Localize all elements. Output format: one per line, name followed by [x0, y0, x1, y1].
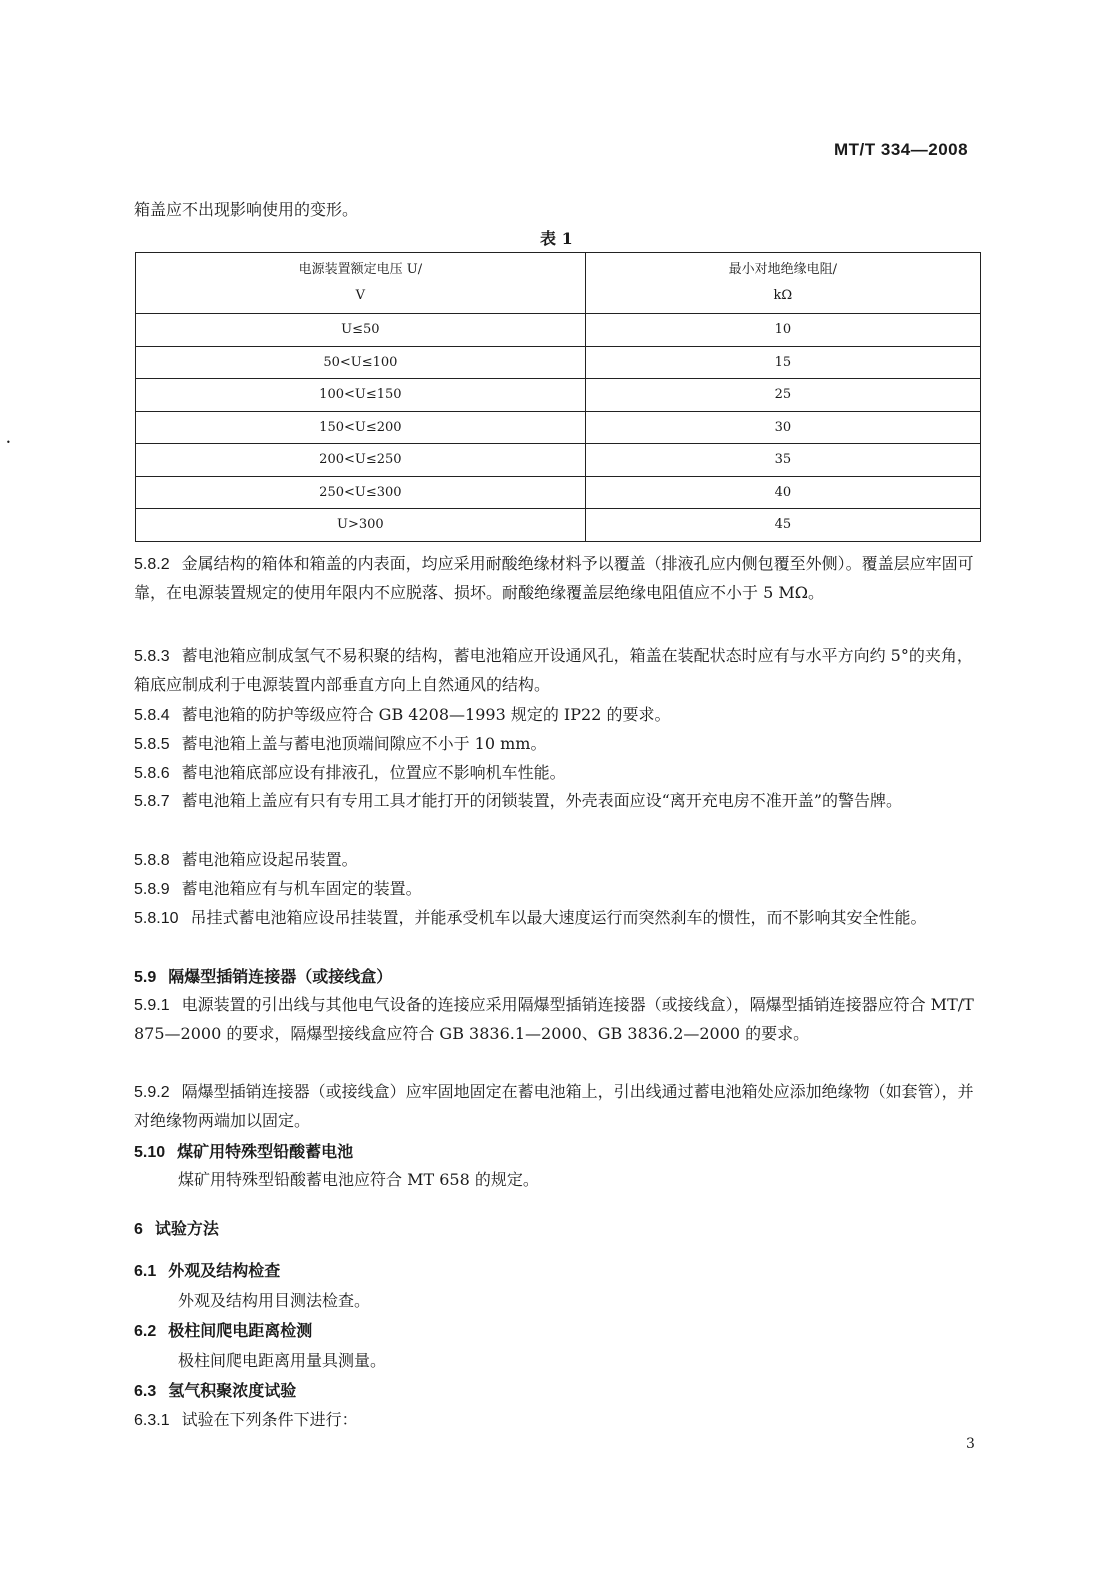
table-row	[136, 314, 981, 347]
table-row	[136, 411, 981, 444]
continuation-text: 箱盖应不出现影响使用的变形。	[134, 200, 359, 219]
clause-number: 5.8.7	[134, 793, 170, 810]
clause-number: 5.8.9	[134, 881, 170, 898]
clause-text: 蓄电池箱上盖应有只有专用工具才能打开的闭锁装置，外壳表面应设“离开充电房不准开盖”的警告牌。	[181, 791, 902, 810]
clause-number: 5.8.3	[134, 648, 170, 665]
heading-text: 隔爆型插销连接器（或接线盒）	[168, 967, 393, 986]
heading-5-9	[134, 963, 984, 992]
clause-text: 试验在下列条件下进行：	[181, 1410, 358, 1429]
clause-text: 蓄电池箱底部应设有排液孔，位置应不影响机车性能。	[181, 763, 566, 782]
clause-5-8-3	[134, 642, 984, 699]
cell-resistance: 25	[585, 379, 980, 412]
cell-voltage: 200<U≤250	[136, 444, 586, 477]
table-header-row	[136, 253, 981, 314]
cell-voltage: 150<U≤200	[136, 411, 586, 444]
clause-text: 蓄电池箱应制成氢气不易积聚的结构，蓄电池箱应开设通风孔，箱盖在装配状态时应有与水平方向约 5°的夹角，箱底应制成利于电源装置内部垂直方向上自然通风的结构。	[134, 646, 973, 694]
cell-resistance: 35	[585, 444, 980, 477]
table-row	[136, 476, 981, 509]
clause-text: 金属结构的箱体和箱盖的内表面，均应采用耐酸绝缘材料予以覆盖（排液孔应内侧包覆至外侧）。覆盖层应牢固可靠，在电源装置规定的使用年限内不应脱落、损坏。耐酸绝缘覆盖层绝缘电阻值应不小于 5 MΩ。	[134, 554, 974, 602]
table-caption: 表 1	[540, 229, 573, 248]
clause-number: 5.8.5	[134, 736, 170, 753]
clause-text: 蓄电池箱上盖与蓄电池顶端间隙应不小于 10 mm。	[181, 734, 547, 753]
clause-5-8-9	[134, 875, 984, 904]
heading-6-2	[134, 1317, 984, 1346]
clause-number: 5.10	[134, 1144, 166, 1161]
clause-5-10-text: 煤矿用特殊型铅酸蓄电池应符合 MT 658 的规定。	[178, 1170, 539, 1189]
clause-number: 5.9.1	[134, 997, 170, 1014]
clause-text: 蓄电池箱应设起吊装置。	[181, 850, 358, 869]
cell-voltage: 50<U≤100	[136, 346, 586, 379]
clause-6-1-text: 外观及结构用目测法检查。	[178, 1291, 371, 1310]
clause-text: 蓄电池箱的防护等级应符合 GB 4208—1993 规定的 IP22 的要求。	[181, 705, 671, 724]
table-row	[136, 509, 981, 542]
heading-6-3	[134, 1377, 984, 1406]
clause-text: 蓄电池箱应有与机车固定的装置。	[181, 879, 422, 898]
clause-number: 6.1	[134, 1263, 157, 1280]
table-row	[136, 444, 981, 477]
clause-number: 5.8.10	[134, 910, 179, 927]
scan-speck: •	[6, 438, 11, 447]
cell-resistance: 30	[585, 411, 980, 444]
clause-number: 6	[134, 1221, 143, 1238]
heading-text: 极柱间爬电距离检测	[168, 1321, 313, 1340]
clause-number: 5.8.6	[134, 765, 170, 782]
heading-6-1	[134, 1257, 984, 1286]
clause-5-8-5	[134, 730, 984, 759]
header-resistance-line1: 最小对地绝缘电阻/	[728, 262, 838, 277]
heading-text: 氢气积聚浓度试验	[168, 1381, 297, 1400]
table-row	[136, 346, 981, 379]
clause-5-8-8	[134, 846, 984, 875]
clause-6-2-text: 极柱间爬电距离用量具测量。	[178, 1351, 387, 1370]
clause-5-8-2	[134, 550, 984, 607]
clause-5-8-10	[134, 904, 984, 933]
standard-number: MT/T 334—2008	[834, 140, 969, 159]
clause-text: 吊挂式蓄电池箱应设吊挂装置，并能承受机车以最大速度运行而突然刹车的惯性，而不影响其安全性能。	[190, 908, 927, 927]
heading-text: 试验方法	[154, 1219, 219, 1238]
header-voltage-line2: V	[355, 288, 366, 303]
clause-6-3-1	[134, 1406, 984, 1435]
clause-number: 6.3.1	[134, 1412, 170, 1429]
cell-voltage: 250<U≤300	[136, 476, 586, 509]
clause-number: 5.9	[134, 969, 157, 986]
clause-number: 5.8.4	[134, 707, 170, 724]
header-voltage	[136, 253, 586, 314]
page-number: 3	[966, 1436, 975, 1452]
header-resistance-line2: kΩ	[773, 288, 793, 303]
cell-resistance: 10	[585, 314, 980, 347]
clause-text: 电源装置的引出线与其他电气设备的连接应采用隔爆型插销连接器（或接线盒），隔爆型插销连接器应符合 MT/T 875—2000 的要求，隔爆型接线盒应符合 GB 3836.1—2000、GB 3836.2—2000 的要求。	[134, 995, 974, 1043]
clause-5-8-7	[134, 787, 984, 816]
insulation-table	[135, 252, 981, 542]
cell-voltage: U>300	[136, 509, 586, 542]
clause-text: 隔爆型插销连接器（或接线盒）应牢固地固定在蓄电池箱上，引出线通过蓄电池箱处应添加绝缘物（如套管），并对绝缘物两端加以固定。	[134, 1082, 974, 1130]
header-voltage-line1: 电源装置额定电压 U/	[298, 262, 423, 277]
heading-text: 外观及结构检查	[168, 1261, 281, 1280]
clause-5-8-4	[134, 701, 984, 730]
header-resistance	[585, 253, 980, 314]
clause-number: 6.3	[134, 1383, 157, 1400]
cell-resistance: 45	[585, 509, 980, 542]
heading-5-10	[134, 1138, 984, 1167]
cell-voltage: U≤50	[136, 314, 586, 347]
clause-number: 5.8.2	[134, 556, 170, 573]
clause-5-8-6	[134, 759, 984, 788]
clause-number: 5.8.8	[134, 852, 170, 869]
heading-text: 煤矿用特殊型铅酸蓄电池	[177, 1142, 354, 1161]
clause-5-9-1	[134, 991, 984, 1048]
heading-6	[134, 1215, 984, 1244]
cell-resistance: 15	[585, 346, 980, 379]
table-row	[136, 379, 981, 412]
clause-5-9-2	[134, 1078, 984, 1135]
clause-number: 6.2	[134, 1323, 157, 1340]
clause-number: 5.9.2	[134, 1084, 170, 1101]
cell-voltage: 100<U≤150	[136, 379, 586, 412]
cell-resistance: 40	[585, 476, 980, 509]
